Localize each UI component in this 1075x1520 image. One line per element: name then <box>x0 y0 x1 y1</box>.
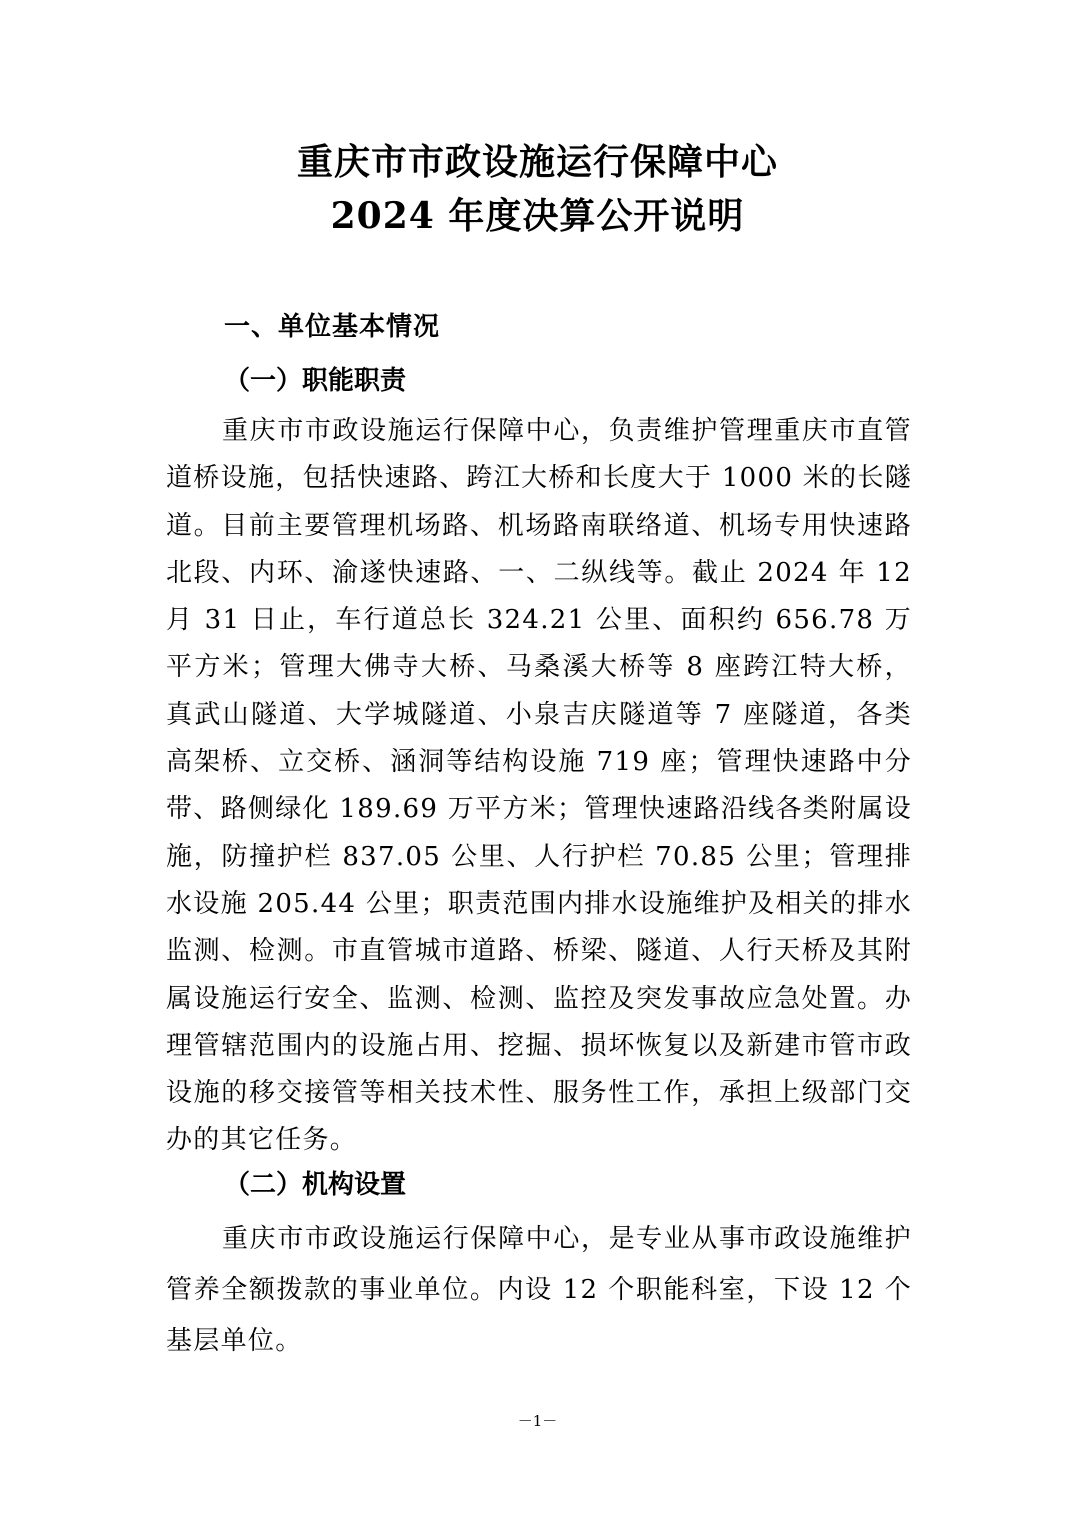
document-title-line-2: 2024 年度决算公开说明 <box>330 195 745 237</box>
document-title-line-1: 重庆市市政设施运行保障中心 <box>296 141 778 183</box>
subsection-heading-organization: （二）机构设置 <box>224 1170 407 1200</box>
paragraph-organization: 重庆市市政设施运行保障中心，是专业从事市政设施维护管养全额拨款的事业单位。内设 12 个职能科室，下设 12 个基层单位。 <box>166 1224 912 1356</box>
subsection-heading-functions: （一）职能职责 <box>224 366 407 396</box>
section-heading-basic-info: 一、单位基本情况 <box>224 312 441 342</box>
page-number: －1－ <box>517 1412 558 1430</box>
paragraph-functions: 重庆市市政设施运行保障中心，负责维护管理重庆市直管道桥设施，包括快速路、跨江大桥和长度大于 1000 米的长隧道。目前主要管理机场路、机场路南联络道、机场专用快速路北段、内环、渝遂快速路、一、二纵线等。截止 2024 年 12 月 31 日止，车行道总长 324.21 公里、面积约 656.78 万平方米；管理大佛寺大桥、马桑溪大桥等 8 座跨江特大桥，真武山隧道、大学城隧道、小泉吉庆隧道等 7 座隧道，各类高架桥、立交桥、涵洞等结构设施 719 座；管理快速路中分带、路侧绿化 189.69 万平方米；管理快速路沿线各类附属设施，防撞护栏 837.05 公里、人行护栏 70.85 公里；管理排水设施 205.44 公里；职责范围内排水设施维护及相关的排水监测、检测。市直管城市道路、桥梁、隧道、人行天桥及其附属设施运行安全、监测、检测、监控及突发事故应急处置。办理管辖范围内的设施占用、挖掘、损坏恢复以及新建市管市政设施的移交接管等相关技术性、服务性工作，承担上级部门交办的其它任务。 <box>166 416 912 1156</box>
